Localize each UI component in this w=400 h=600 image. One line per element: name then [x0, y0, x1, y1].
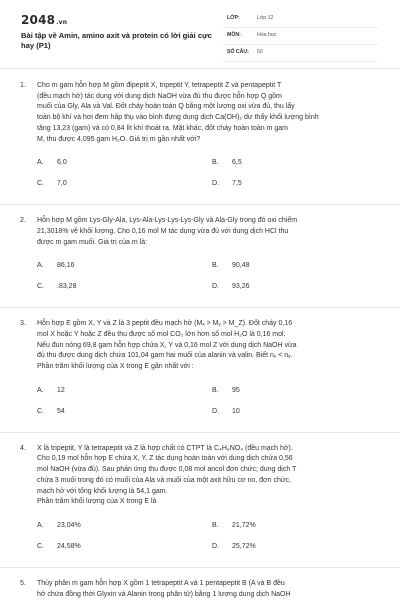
- question-line: toàn bộ khí và hơi đem hấp thụ vào bình đựng dung dịch Ca(OH)₂ dư thấy khối lượng bình: [37, 114, 319, 122]
- option-key: C.: [37, 407, 44, 415]
- meta-table: [223, 11, 378, 62]
- question-2: [0, 205, 400, 308]
- question-text: [37, 444, 379, 508]
- question-number: 3.: [20, 320, 26, 328]
- question-line: Hỗn hợp M gồm Lys-Gly-Ala, Lys-Ala-Lys-Lys-Lys-Gly và Ala-Gly trong đó oxi chiếm: [37, 217, 298, 225]
- option-value: 21,72%: [232, 521, 256, 529]
- option-key: A.: [37, 386, 44, 394]
- question-line: M, thu được 4,095 gam H₂O. Giá trị m gần nhất với?: [37, 135, 201, 143]
- option-d[interactable]: [212, 543, 256, 550]
- question-line: 21,3018% về khối lượng. Cho 0,16 mol M tác dụng vừa đủ với dung dịch HCl thu: [37, 227, 289, 235]
- option-d[interactable]: [212, 283, 250, 290]
- option-b[interactable]: [212, 159, 242, 166]
- option-c[interactable]: [37, 408, 65, 415]
- option-a[interactable]: [37, 522, 81, 529]
- question-line: mạch hở với tổng khối lượng là 54,1 gam.: [37, 487, 168, 495]
- question-line: Nếu đun nóng 69,8 gam hỗn hợp chứa X, Y và 0,16 mol Z với dung dịch NaOH vừa: [37, 341, 297, 349]
- meta-row-count: [223, 45, 378, 62]
- option-a[interactable]: [37, 262, 75, 269]
- question-line: mol NaOH (vừa đủ). Sau phản ứng thu được 0,08 mol ancol đơn chức; dung dịch T: [37, 466, 297, 474]
- option-value: 93,26: [232, 283, 250, 291]
- question-line: Phần trăm khối lượng của X trong E là: [37, 498, 157, 506]
- question-4: [0, 433, 400, 568]
- option-value: 6,5: [232, 159, 242, 167]
- option-c[interactable]: [37, 543, 81, 550]
- meta-row-class: [223, 11, 378, 28]
- option-a[interactable]: [37, 159, 67, 166]
- page-header: [0, 0, 400, 62]
- question-line: Cho 0,19 mol hỗn hợp E chứa X, Y, Z tác dụng hoàn toàn với dung dịch chứa 0,56: [37, 455, 293, 463]
- option-value: 90,48: [232, 262, 250, 270]
- option-b[interactable]: [212, 262, 250, 269]
- option-value: 23,04%: [57, 521, 81, 529]
- meta-row-subject: [223, 28, 378, 45]
- question-number: 5.: [20, 579, 26, 587]
- option-value: 54: [57, 407, 65, 415]
- question-number: 2.: [20, 217, 26, 225]
- meta-label: LỚP:: [227, 15, 240, 21]
- option-c[interactable]: [37, 180, 67, 187]
- page-title: Bài tập về Amin, amino axit và protein có lời giải cực hay (P1): [21, 31, 212, 50]
- question-line: Hỗn hợp E gồm X, Y và Z là 3 peptit đều mạch hở (Mₓ > Mᵧ > M_Z). Đốt cháy 0,16: [37, 320, 293, 328]
- option-b[interactable]: [212, 522, 256, 529]
- option-key: D.: [212, 407, 219, 415]
- option-key: B.: [212, 159, 219, 167]
- option-value: .83,28: [57, 283, 77, 291]
- question-text: [37, 319, 379, 373]
- meta-value: Hóa học: [257, 32, 277, 38]
- option-key: A.: [37, 159, 44, 167]
- option-c[interactable]: [37, 283, 76, 290]
- meta-label: MÔN:: [227, 32, 241, 38]
- site-logo[interactable]: 2048.vn: [21, 13, 68, 27]
- question-number: 1.: [20, 82, 26, 89]
- option-value: 7,0: [57, 180, 67, 188]
- question-line: chứa 3 muối trong đó có muối của Ala và muối của một axit hữu cơ no, đơn chức,: [37, 476, 291, 484]
- question-list: [0, 70, 400, 600]
- meta-value: 50: [257, 49, 263, 55]
- option-key: D.: [212, 180, 219, 188]
- meta-value: Lớp 12: [257, 15, 274, 21]
- question-line: muối của Gly, Ala và Val. Đốt cháy hoàn toàn Q bằng một lượng oxi vừa đủ, thu lấy: [37, 103, 295, 111]
- question-text: [37, 216, 379, 248]
- question-line: mol X hoặc Y hoặc Z đều thu được số mol CO₂ lớn hơn số mol H₂O là 0,16 mol.: [37, 330, 286, 338]
- option-value: 25,72%: [232, 542, 256, 550]
- question-text: [37, 81, 379, 145]
- question-line: tăng 13,23 (gam) và có 0,84 lít khí thoát ra. Mặt khác, đốt cháy hoàn toàn m gam: [37, 124, 288, 132]
- question-line: Thủy phân m gam hỗn hợp X gồm 1 tetrapeptit A và 1 pentapeptit B (A và B đều: [37, 579, 285, 587]
- option-d[interactable]: [212, 180, 242, 187]
- option-key: B.: [212, 262, 219, 270]
- question-line: Cho m gam hỗn hợp M gồm đipeptit X, tripeptit Y, tetrapeptit Z và pentapeptit T: [37, 82, 282, 89]
- option-key: D.: [212, 542, 219, 550]
- option-value: 86,16: [57, 262, 75, 270]
- option-value: 10: [232, 407, 240, 415]
- question-3: [0, 308, 400, 433]
- question-5: [0, 568, 400, 600]
- option-key: C.: [37, 180, 44, 188]
- option-value: 12: [57, 386, 65, 394]
- option-key: D.: [212, 283, 219, 291]
- option-value: 7,5: [232, 180, 242, 188]
- question-line: X là tripeptit, Y là tetrapeptit và Z là hợp chất có CTPT là C₄H₉NO₄ (đều mạch hở).: [37, 444, 293, 452]
- option-value: 24,58%: [57, 542, 81, 550]
- question-1: [0, 70, 400, 205]
- option-key: C.: [37, 283, 44, 291]
- question-line: hở chứa đồng thời Glyxin và Alanin trong phân tử) bằng 1 lượng dung dịch NaOH: [37, 590, 291, 598]
- option-d[interactable]: [212, 408, 240, 415]
- option-value: 6,0: [57, 159, 67, 167]
- question-text: [37, 579, 379, 600]
- option-key: B.: [212, 386, 219, 394]
- option-b[interactable]: [212, 387, 240, 394]
- option-key: C.: [37, 542, 44, 550]
- question-number: 4.: [20, 444, 26, 452]
- question-line: Phần trăm khối lượng của X trong E gần nhất với :: [37, 363, 194, 371]
- question-line: (đều mạch hở) tác dụng với dung dịch NaOH vừa đủ thu được hỗn hợp Q gồm: [37, 92, 282, 100]
- question-line: được m gam muối. Giá trị của m là:: [37, 238, 148, 246]
- header-divider: [0, 68, 400, 69]
- option-key: A.: [37, 262, 44, 270]
- option-key: A.: [37, 521, 44, 529]
- meta-label: SỐ CÂU:: [227, 49, 249, 55]
- option-value: 95: [232, 386, 240, 394]
- option-key: B.: [212, 521, 219, 529]
- question-line: đủ thu được dung dịch chứa 101,04 gam hai muối của alanin và valin. Biết nₓ < nᵧ.: [37, 352, 293, 360]
- option-a[interactable]: [37, 387, 65, 394]
